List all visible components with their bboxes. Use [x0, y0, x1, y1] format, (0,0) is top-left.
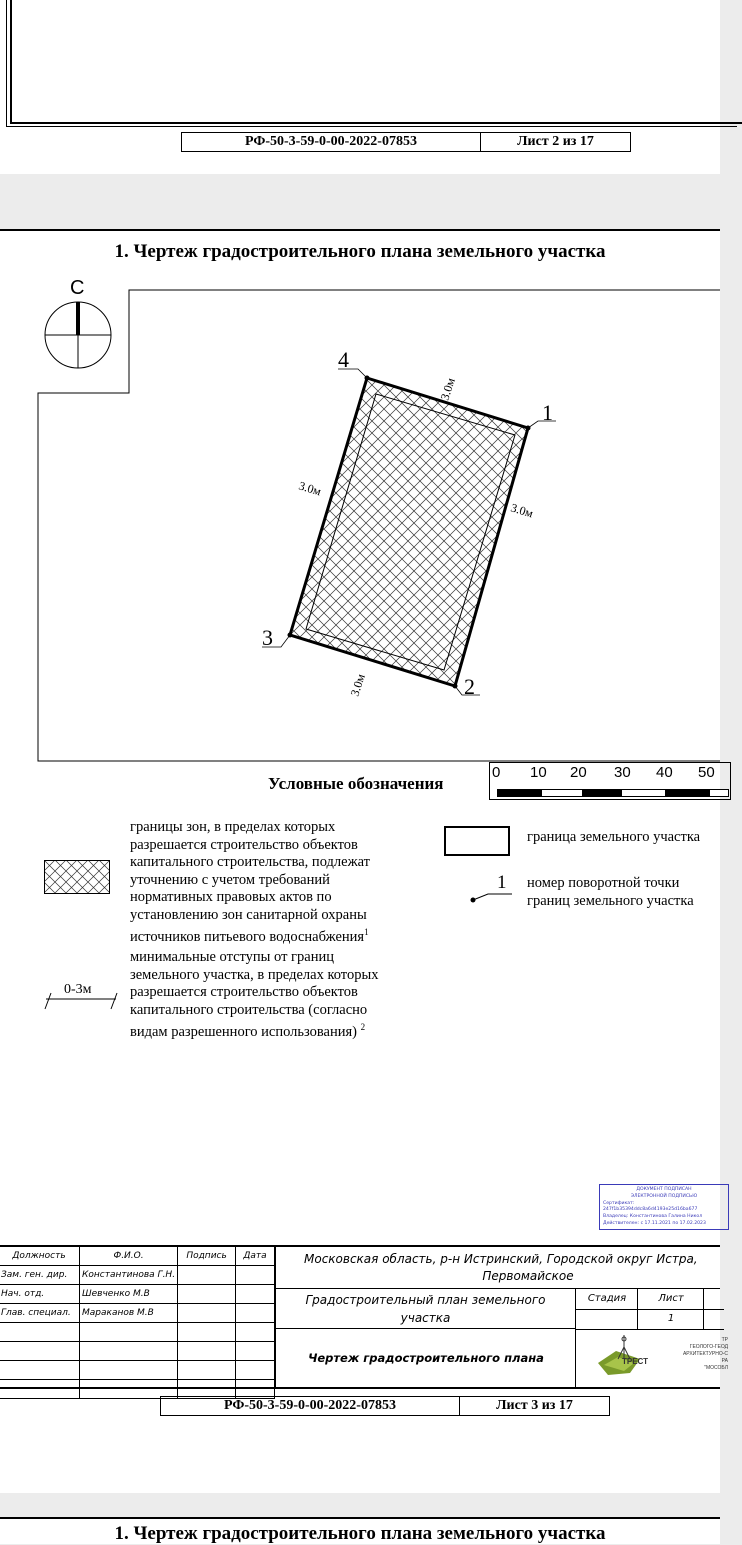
- drawing-name: Чертеж градостроительного плана: [275, 1329, 576, 1387]
- sheet-number: Лист 3 из 17: [496, 1398, 573, 1413]
- stage-value: [575, 1309, 638, 1330]
- page-title: 1. Чертеж градостроительного плана земельного участка: [114, 1523, 606, 1544]
- cell-name: Константинова Г.Н.: [80, 1266, 178, 1285]
- scale-label: 0: [492, 764, 501, 781]
- hatch-zone-symbol: [44, 860, 110, 894]
- parcel-boundary-symbol: [444, 826, 510, 856]
- plan-drawing: [0, 229, 720, 789]
- parcel-zone: [290, 378, 528, 686]
- th-position: Должность: [0, 1247, 80, 1266]
- point-label-1: 1: [542, 400, 553, 425]
- page-title: 1. Чертеж градостроительного плана земельного участка: [114, 241, 606, 262]
- title-block-doc-title: Градостроительный план земельного участка: [275, 1289, 575, 1329]
- page-4: [0, 1517, 720, 1544]
- scale-bar: [489, 762, 731, 800]
- stage-label: Стадия: [575, 1289, 638, 1310]
- cell-name: Шевченко М.В: [80, 1285, 178, 1304]
- sheet-value: 1: [637, 1309, 704, 1330]
- turning-point-symbol: [466, 874, 516, 908]
- cell-position: Зам. ген. дир.: [0, 1266, 80, 1285]
- setback-label-left: 3.0м: [297, 478, 323, 499]
- th-signature: Подпись: [178, 1247, 236, 1266]
- doc-number: РФ-50-3-59-0-00-2022-07853: [182, 133, 481, 151]
- page-frame-inner: [10, 0, 742, 124]
- point-label-4: 4: [338, 347, 349, 372]
- doc-footer: [160, 1396, 610, 1416]
- title-block-address: Московская область, р-н Истринский, Городской округ Истра, Первомайское: [275, 1247, 720, 1289]
- page-2: [0, 0, 720, 174]
- company-name: ТР ГЕОЛОГО-ГЕОД АРХИТЕКТУРНО-С РА "МОСОБЛ: [682, 1337, 728, 1371]
- legend-setback-text: минимальные отступы от границ земельного участка, в пределах которых разрешается строительство объектов капитального строительства (согласно видам разрешенного использования) $^2$: [130, 949, 379, 1040]
- doc-footer: [181, 132, 631, 152]
- sheet-number: Лист 2 из 17: [517, 134, 594, 149]
- compass-icon: [45, 302, 111, 368]
- page-3: [0, 229, 728, 1493]
- compass-north-label: С: [70, 277, 85, 299]
- company-block: [575, 1329, 726, 1387]
- sheet-label: Лист: [637, 1289, 704, 1310]
- scale-label: 40: [656, 764, 673, 781]
- th-date: Дата: [236, 1247, 275, 1266]
- scale-label: 30: [614, 764, 631, 781]
- legend-heading: Условные обозначения: [268, 774, 444, 793]
- legend-parcel-boundary-text: граница земельного участка: [527, 829, 701, 845]
- turning-point-symbol-number: 1: [497, 872, 507, 893]
- scale-label: 50: [698, 764, 715, 781]
- doc-number: РФ-50-3-59-0-00-2022-07853: [161, 1397, 460, 1415]
- setback-symbol-label: 0-3м: [64, 982, 92, 997]
- setback-label-right: 3.0м: [509, 500, 535, 521]
- title-block-signatures: [0, 1246, 275, 1399]
- th-name: Ф.И.О.: [80, 1247, 178, 1266]
- electronic-signature-stamp: ДОКУМЕНТ ПОДПИСАН ЭЛЕКТРОННОЙ ПОДПИСЬЮ Сертификат: 247f1b35394ddc8a6d4193e25d16ba677 Владелец: Константинова Галина Никол Действителен: с 17.11.2021 по 17.02.2023: [599, 1184, 729, 1230]
- cell-name: Мараканов М.В: [80, 1304, 178, 1323]
- cell-position: Нач. отд.: [0, 1285, 80, 1304]
- company-logo-text: ТРЕСТ: [622, 1357, 649, 1366]
- title-block-bottom-line: [0, 1387, 720, 1389]
- setback-label-top: 3.0м: [437, 376, 458, 402]
- cell-position: Глав. специал.: [0, 1304, 80, 1323]
- setback-label-bottom: 3.0м: [347, 672, 368, 698]
- legend-sanitary-zone-text: границы зон, в пределах которых разрешается строительство объектов капитального строительства, подлежат уточнению с учетом требований нормативных правовых актов по установлению зон санитарной охраны источников питьевого водоснабжения$^1$: [130, 819, 370, 945]
- legend-turning-point-text: номер поворотной точки границ земельного участка: [527, 875, 694, 909]
- point-label-2: 2: [464, 674, 475, 699]
- page-top-border: [0, 1517, 720, 1519]
- trest-logo-icon: [594, 1333, 654, 1379]
- scale-label: 20: [570, 764, 587, 781]
- point-label-3: 3: [262, 625, 273, 650]
- scale-label: 10: [530, 764, 547, 781]
